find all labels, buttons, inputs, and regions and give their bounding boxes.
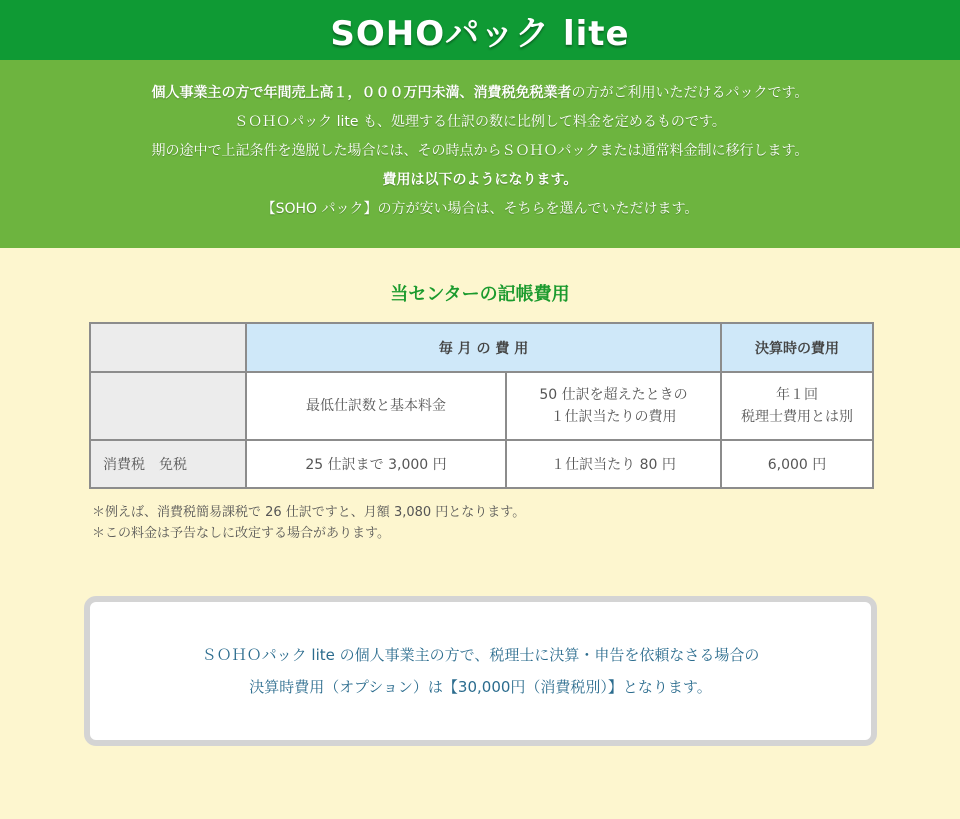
cell-basic-fee: 25 仕訳まで 3,000 円 (246, 440, 506, 488)
note-revision: ＊この料金は予告なしに改定する場合があります。 (92, 526, 390, 541)
table-subheader-row (90, 372, 873, 440)
intro-line-3: 期の途中で上記条件を逸脱した場合には、その時点からＳＯＨＯパックまたは通常料金制に移行します。 (151, 143, 809, 159)
subheader-settlement-line-1: 年１回 (776, 387, 818, 403)
note-example: ＊例えば、消費税簡易課税で 26 仕訳ですと、月額 3,080 円となります。 (92, 505, 526, 520)
intro-panel (0, 60, 960, 248)
subheader-settlement-line-2: 税理士費用とは別 (741, 409, 853, 425)
intro-line-4: 費用は以下のようになります。 (382, 172, 578, 188)
table-blank-cell (90, 372, 246, 440)
section-title: 当センターの記帳費用 (390, 284, 570, 305)
intro-line-5: 【SOHO パック】の方が安い場合は、そちらを選んでいただけます。 (261, 201, 699, 217)
subheader-overage-line-2: １仕訳当たりの費用 (550, 409, 677, 425)
intro-line-2: ＳＯＨＯパック lite も、処理する仕訳の数に比例して料金を定めるものです。 (234, 114, 726, 130)
title-bar (0, 0, 960, 60)
option-info-line-1: ＳＯＨＯパック lite の個人事業主の方で、税理士に決算・申告を依頼なさる場合の (201, 646, 760, 664)
page-title: SOHOパック lite (330, 13, 630, 54)
table-row (90, 440, 873, 488)
notes (92, 502, 525, 544)
subheader-settlement (721, 372, 873, 440)
header-monthly-fee: 毎 月 の 費 用 (246, 323, 721, 372)
intro-line-1-rest: の方がご利用いただけるパックです。 (571, 85, 809, 101)
intro-line-1-bold: 個人事業主の方で年間売上高１，０００万円未満、消費税免税業者 (151, 85, 572, 101)
fee-table (89, 322, 874, 489)
option-info-box (84, 596, 877, 746)
header-settlement-fee: 決算時の費用 (721, 323, 873, 372)
subheader-basic-fee: 最低仕訳数と基本料金 (246, 372, 506, 440)
subheader-overage-line-1: 50 仕訳を超えたときの (539, 387, 688, 403)
cell-overage-fee: １仕訳当たり 80 円 (506, 440, 721, 488)
option-info-line-2: 決算時費用（オプション）は【30,000円（消費税別）】となります。 (249, 678, 712, 696)
cell-settlement-fee: 6,000 円 (721, 440, 873, 488)
row-label-tax-exempt: 消費税 免税 (90, 440, 246, 488)
intro-line-1 (0, 79, 960, 108)
table-corner-cell (90, 323, 246, 372)
subheader-overage-fee (506, 372, 721, 440)
table-header-row (90, 323, 873, 372)
